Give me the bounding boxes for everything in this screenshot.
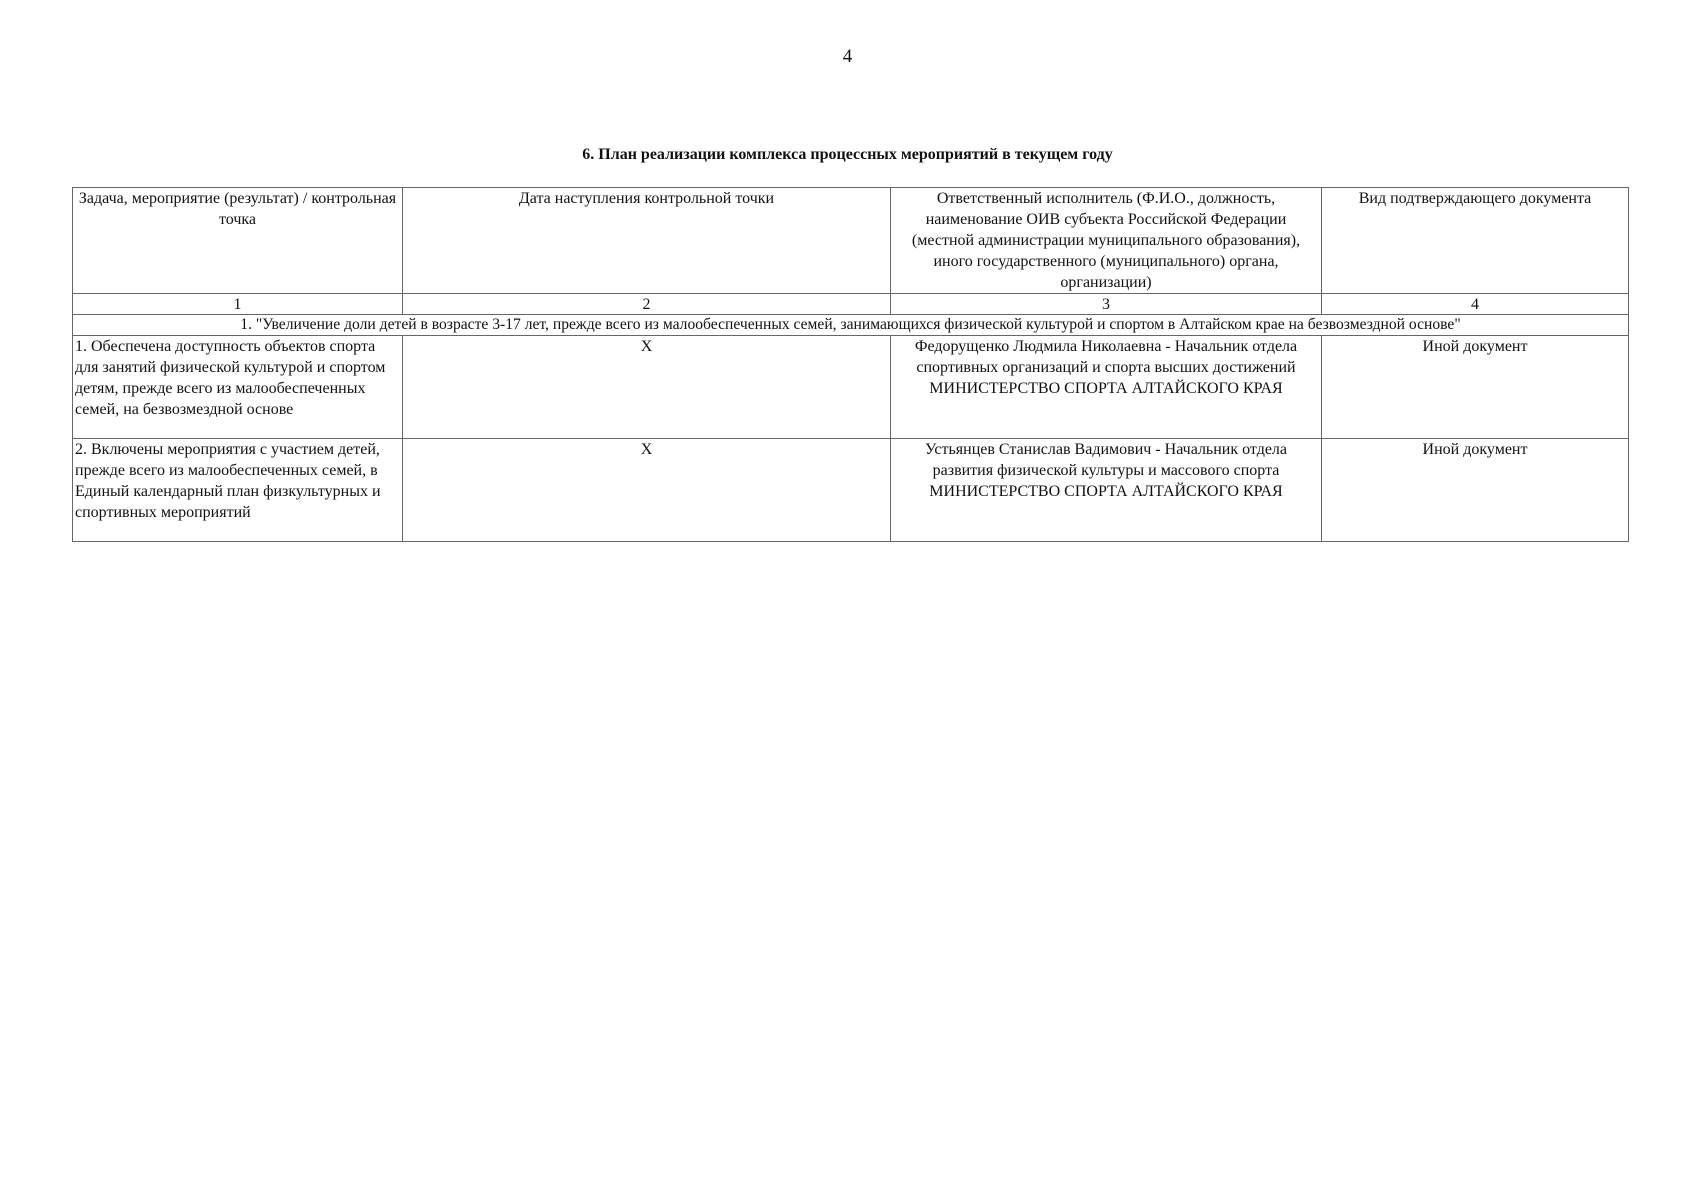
header-responsible: Ответственный исполнитель (Ф.И.О., должность, наименование ОИВ субъекта Российской Федерации (местной администрации муниципального образования), иного государственного (муниципального) органа, организации): [891, 188, 1322, 294]
document-type-cell: Иной документ: [1322, 439, 1629, 542]
column-number: 2: [403, 294, 891, 315]
document-type-cell: Иной документ: [1322, 336, 1629, 439]
responsible-cell: [891, 336, 1322, 439]
header-document: Вид подтверждающего документа: [1322, 188, 1629, 294]
responsible-organization: МИНИСТЕРСТВО СПОРТА АЛТАЙСКОГО КРАЯ: [929, 380, 1283, 397]
column-number: 1: [73, 294, 403, 315]
task-cell: 2. Включены мероприятия с участием детей, прежде всего из малообеспеченных семей, в Единый календарный план физкультурных и спортивных мероприятий: [73, 439, 403, 542]
column-number: 4: [1322, 294, 1629, 315]
table-header-row: [73, 188, 1629, 294]
date-cell: Х: [403, 439, 891, 542]
responsible-organization: МИНИСТЕРСТВО СПОРТА АЛТАЙСКОГО КРАЯ: [929, 483, 1283, 500]
date-cell: Х: [403, 336, 891, 439]
section-title: 1. "Увеличение доли детей в возрасте 3-17 лет, прежде всего из малообеспеченных семей, занимающихся физической культурой и спортом в Алтайском крае на безвозмездной основе": [73, 315, 1629, 336]
column-number-row: [73, 294, 1629, 315]
header-date: Дата наступления контрольной точки: [403, 188, 891, 294]
implementation-plan-table: [72, 187, 1629, 542]
column-number: 3: [891, 294, 1322, 315]
page-number: 4: [842, 46, 853, 67]
responsible-person: Федорущенко Людмила Николаевна - Начальник отдела спортивных организаций и спорта высших достижений: [914, 338, 1298, 376]
document-title: 6. План реализации комплекса процессных мероприятий в текущем году: [582, 146, 1113, 163]
table-row: [73, 439, 1629, 542]
responsible-cell: [891, 439, 1322, 542]
section-row: [73, 315, 1629, 336]
header-task: Задача, мероприятие (результат) / контрольная точка: [73, 188, 403, 294]
table-row: [73, 336, 1629, 439]
responsible-person: Устьянцев Станислав Вадимович - Начальник отдела развития физической культуры и массового спорта: [924, 441, 1288, 479]
task-cell: 1. Обеспечена доступность объектов спорта для занятий физической культурой и спортом детям, прежде всего из малообеспеченных семей, на безвозмездной основе: [73, 336, 403, 439]
